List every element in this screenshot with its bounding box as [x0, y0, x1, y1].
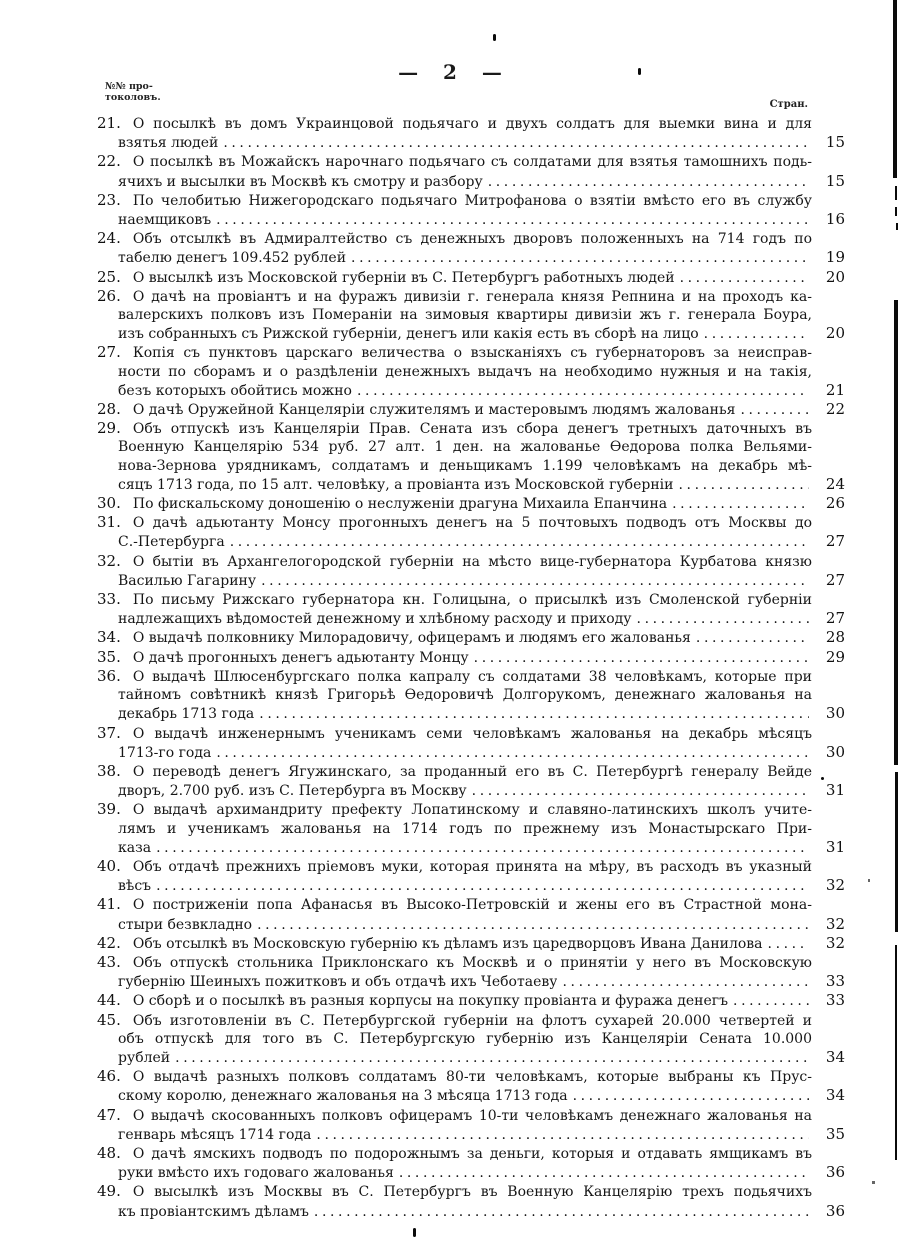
- entry-text: О сборѣ и о посылкѣ въ разныя корпусы на покупку провіанта и фуража денегъ: [132, 993, 729, 1010]
- entry-text: По челобитью Нижегородскаго подьячаго Митрофанова о взятіи вмѣсто его въ службу: [132, 192, 812, 209]
- entry-text: скому королю, денежнаго жалованья на 3 мѣсяца 1713 года: [118, 1088, 568, 1105]
- entry-text: Военную Канцелярію 534 руб. 27 алт. 1 ден. на жалованье Ѳедорова полка Вельями-: [118, 439, 812, 456]
- toc-line: [0, 876, 900, 895]
- entry-page-number: 33: [825, 991, 845, 1010]
- page-number-heading: — 2 —: [398, 60, 502, 84]
- dot-leader: [175, 1048, 809, 1067]
- entry-text: ности по сборамъ и о раздѣленіи денежныхъ выдачъ на необходимо нужныя и на такія,: [118, 363, 812, 380]
- entry-page-number: 24: [825, 474, 845, 493]
- toc-line: [0, 475, 900, 494]
- entry-text: О бытіи въ Архангелогородской губерніи на мѣсто вице-губернатора Курбатова князю: [132, 553, 812, 570]
- toc-line: [0, 381, 900, 400]
- entry-page-number: 32: [825, 914, 845, 933]
- toc-entry: [0, 1067, 900, 1105]
- scan-artifact-speck: [493, 34, 496, 41]
- entry-number: 46.: [97, 1067, 121, 1086]
- dot-leader: [216, 743, 809, 762]
- toc-line: [0, 590, 900, 609]
- protocol-number-column-header-line2: токоловъ.: [105, 91, 161, 103]
- entry-number: 35.: [97, 647, 121, 666]
- entry-number: 30.: [97, 494, 121, 513]
- entry-text: ячихъ и высылки въ Москвѣ къ смотру и разбору: [118, 173, 483, 190]
- entry-page-number: 35: [825, 1124, 845, 1143]
- toc-line: [0, 704, 900, 723]
- entry-text: О дачѣ Оружейной Канцеляріи служителямъ и мастеровымъ людямъ жалованья: [132, 402, 736, 419]
- toc-entry: [0, 152, 900, 190]
- toc-entry: [0, 1144, 900, 1182]
- entry-number: 26.: [97, 286, 121, 305]
- toc-entry: [0, 419, 900, 494]
- toc-line: [0, 800, 900, 819]
- entry-page-number: 20: [825, 267, 845, 286]
- toc-line: [0, 114, 900, 133]
- entry-text: губернію Шеиныхъ пожитковъ и объ отдачѣ ихъ Чеботаеву: [118, 974, 558, 991]
- toc-entry: [0, 895, 900, 933]
- entry-text: рублей: [118, 1049, 171, 1066]
- dot-leader: [696, 628, 809, 647]
- entry-page-number: 26: [825, 494, 845, 513]
- dot-leader: [680, 268, 809, 287]
- entry-number: 44.: [97, 991, 121, 1010]
- entry-number: 38.: [97, 761, 121, 780]
- entry-text: Объ отпускѣ стольника Приклонскаго къ Москвѣ и о принятіи у него въ Московскую: [132, 954, 812, 971]
- toc-line: [0, 1067, 900, 1086]
- entry-text: О постриженіи попа Афанасья въ Высоко-Петровскій и жены его въ Страстной мона-: [132, 897, 812, 914]
- entry-number: 48.: [97, 1143, 121, 1162]
- entry-number: 47.: [97, 1105, 121, 1124]
- entry-text: О дачѣ ямскихъ подводъ по подорожнымъ за деньги, которыя и отдавать ямщикамъ въ: [132, 1145, 812, 1162]
- dot-leader: [562, 972, 809, 991]
- toc-line: [0, 191, 900, 210]
- dot-leader: [223, 133, 809, 152]
- entry-text: сяцъ 1713 года, по 15 алт. человѣку, а провіанта изъ Московской губерніи: [118, 476, 674, 493]
- toc-line: [0, 532, 900, 551]
- entry-number: 42.: [97, 933, 121, 952]
- toc-line: [0, 400, 900, 419]
- scan-artifact-binding-line: [894, 300, 898, 765]
- entry-text: лямъ и ученикамъ жалованья на 1714 годъ по прежнему изъ Монастырскаго При-: [118, 820, 812, 837]
- toc-line: [0, 229, 900, 248]
- entry-text: С.-Петербурга: [118, 534, 225, 551]
- entry-text: О выдачѣ разныхъ полковъ солдатамъ 80-ти человѣкамъ, которые выбраны къ Прус-: [132, 1069, 812, 1086]
- entry-page-number: 20: [825, 324, 845, 343]
- dot-leader: [474, 648, 809, 667]
- entry-text: вѣсъ: [118, 878, 152, 895]
- entry-page-number: 34: [825, 1047, 845, 1066]
- entry-text: нова-Зернова урядникамъ, солдатамъ и деньщикамъ 1.199 человѣкамъ на декабрь мѣ-: [118, 457, 812, 474]
- entry-text: стыри безвкладно: [118, 916, 253, 933]
- entry-text: Объ отдачѣ прежнихъ пріемовъ муки, которая принята на мѣру, въ расходъ въ указный: [132, 858, 812, 875]
- toc-line: [0, 133, 900, 152]
- toc-line: [0, 686, 900, 704]
- entry-text: Объ отсылкѣ въ Московскую губернію къ дѣламъ изъ царедворцовъ Ивана Данилова: [132, 935, 763, 952]
- scan-artifact-speck: [868, 879, 870, 882]
- toc-line: [0, 1182, 900, 1201]
- toc-line: [0, 1202, 900, 1221]
- toc-entry: [0, 724, 900, 762]
- toc-line: [0, 820, 900, 838]
- toc-entry: [0, 991, 900, 1010]
- entry-page-number: 32: [825, 876, 845, 895]
- entry-number: 49.: [97, 1182, 121, 1201]
- toc-line: [0, 724, 900, 743]
- toc-line: [0, 1048, 900, 1067]
- dot-leader: [768, 934, 809, 953]
- scan-artifact-binding-dash: [895, 207, 897, 216]
- entry-page-number: 36: [825, 1201, 845, 1220]
- toc-entry: [0, 934, 900, 953]
- toc-entry: [0, 343, 900, 400]
- scan-artifact-binding-dash: [895, 186, 897, 200]
- entry-text: взятья людей: [118, 135, 219, 152]
- toc-entry: [0, 1011, 900, 1068]
- entry-page-number: 27: [825, 609, 845, 628]
- dot-leader: [488, 172, 809, 191]
- entry-page-number: 31: [825, 781, 845, 800]
- entry-text: О посылкѣ въ домъ Украинцовой подьячаго и двухъ солдатъ для выемки вина и для: [132, 116, 812, 132]
- entry-number: 43.: [97, 952, 121, 971]
- toc-line: [0, 838, 900, 857]
- entry-page-number: 28: [825, 628, 845, 647]
- entry-text: объ отпускѣ для того въ С. Петербургскую губернію изъ Канцеляріи Сената 10.000: [118, 1030, 812, 1047]
- toc-line: [0, 552, 900, 571]
- toc-line: [0, 1011, 900, 1030]
- entry-number: 24.: [97, 229, 121, 248]
- scan-artifact-binding-line: [895, 945, 897, 1160]
- toc-entry: [0, 800, 900, 857]
- dot-leader: [399, 1163, 809, 1182]
- toc-line: [0, 513, 900, 532]
- entry-page-number: 27: [825, 570, 845, 589]
- dot-leader: [733, 991, 809, 1010]
- entry-number: 36.: [97, 666, 121, 685]
- toc-line: [0, 972, 900, 991]
- entry-page-number: 15: [825, 171, 845, 190]
- toc-entry: [0, 1182, 900, 1220]
- entry-text: Василью Гагарину: [118, 572, 257, 589]
- entry-page-number: 36: [825, 1163, 845, 1182]
- toc-entry: [0, 268, 900, 287]
- entry-number: 31.: [97, 513, 121, 532]
- toc-line: [0, 743, 900, 762]
- entry-number: 37.: [97, 723, 121, 742]
- entry-text: Копія съ пунктовъ царскаго величества о взысканіяхъ съ губернаторовъ за неисправ-: [132, 345, 812, 362]
- dot-leader: [230, 532, 809, 551]
- toc-entry: [0, 590, 900, 628]
- toc-entry: [0, 667, 900, 724]
- entry-text: О дачѣ адьютанту Монсу прогонныхъ денегъ на 5 почтовыхъ подводъ отъ Москвы до: [132, 515, 812, 532]
- toc-line: [0, 457, 900, 475]
- entry-text: О выдачѣ скосованныхъ полковъ офицерамъ 10-ти человѣкамъ денежнаго жалованья на: [132, 1107, 812, 1124]
- entry-text: Объ отсылкѣ въ Адмиралтейство съ денежныхъ дворовъ положенныхъ на 714 годъ по: [132, 231, 812, 248]
- entry-text: изъ собранныхъ съ Рижской губерніи, денегъ или какія есть въ сборѣ на лицо: [118, 326, 699, 343]
- entry-text: валерскихъ полковъ изъ Помераніи на зимовыя квартиры дивизіи жъ г. генерала Боура,: [118, 307, 812, 324]
- toc-line: [0, 343, 900, 362]
- toc-entry: [0, 494, 900, 513]
- toc-line: [0, 571, 900, 590]
- toc-line: [0, 628, 900, 647]
- entry-text: О выдачѣ полковнику Милорадовичу, офицерамъ и людямъ его жалованья: [132, 630, 691, 647]
- entry-text: 1713-го года: [118, 744, 212, 761]
- toc-entry: [0, 648, 900, 667]
- entry-number: 32.: [97, 551, 121, 570]
- toc-line: [0, 1125, 900, 1144]
- toc-entry: [0, 287, 900, 344]
- entry-text: О дачѣ на провіантъ и на фуражъ дивизіи г. генерала князя Репнина и на проходъ ка-: [132, 288, 812, 305]
- toc-line: [0, 953, 900, 972]
- entry-text: О выдачѣ архимандриту префекту Лопатинскому и славяно-латинскихъ школъ учите-: [132, 802, 812, 819]
- entry-number: 45.: [97, 1010, 121, 1029]
- toc-entry: [0, 513, 900, 551]
- dot-leader: [351, 248, 809, 267]
- entry-page-number: 27: [825, 532, 845, 551]
- toc-line: [0, 287, 900, 306]
- scan-artifact-binding-line: [893, 0, 897, 178]
- dot-leader: [156, 838, 809, 857]
- toc-line: [0, 1030, 900, 1048]
- toc-line: [0, 152, 900, 171]
- dot-leader: [216, 210, 809, 229]
- toc-line: [0, 1144, 900, 1163]
- entry-page-number: 31: [825, 837, 845, 856]
- toc-entry: [0, 229, 900, 267]
- entry-page-number: 22: [825, 400, 845, 419]
- entry-page-number: 29: [825, 647, 845, 666]
- scan-artifact-binding-line: [895, 772, 898, 932]
- dot-leader: [314, 1202, 809, 1221]
- scan-artifact-binding-dash: [896, 223, 898, 230]
- toc-line: [0, 324, 900, 343]
- dot-leader: [704, 324, 809, 343]
- toc-line: [0, 648, 900, 667]
- entry-text: тайномъ совѣтникѣ князѣ Григорьѣ Ѳедоровичѣ Долгорукомъ, денежнаго жалованья на: [118, 687, 812, 704]
- entry-number: 41.: [97, 895, 121, 914]
- dot-leader: [678, 475, 809, 494]
- entry-text: Объ изготовленіи въ С. Петербургской губерніи на флотъ сухарей 20.000 четвертей и: [132, 1012, 812, 1029]
- dot-leader: [472, 781, 809, 800]
- entry-number: 28.: [97, 400, 121, 419]
- dot-leader: [357, 381, 809, 400]
- toc-entry: [0, 191, 900, 229]
- toc-line: [0, 494, 900, 513]
- dot-leader: [672, 494, 809, 513]
- entry-page-number: 30: [825, 742, 845, 761]
- entry-page-number: 33: [825, 972, 845, 991]
- protocol-number-column-header-line1: №№ про-: [105, 81, 153, 92]
- toc-entry: [0, 857, 900, 895]
- dot-leader: [261, 571, 809, 590]
- toc-line: [0, 934, 900, 953]
- toc-line: [0, 363, 900, 381]
- page-column-header: Стран.: [769, 99, 808, 110]
- toc-entry: [0, 552, 900, 590]
- toc-entry: [0, 628, 900, 647]
- entry-text: О выдачѣ инженернымъ ученикамъ семи человѣкамъ жалованья на декабрь мѣсяцъ: [132, 725, 812, 742]
- entry-text: О посылкѣ въ Можайскъ нарочнаго подьячаго съ солдатами для взятья тамошнихъ подь-: [132, 154, 812, 171]
- entry-text: къ провіантскимъ дѣламъ: [118, 1203, 309, 1220]
- entry-text: О переводѣ денегъ Ягужинскаго, за проданный его въ С. Петербургѣ генералу Вейде: [132, 763, 812, 780]
- toc-line: [0, 210, 900, 229]
- toc-line: [0, 1163, 900, 1182]
- protocol-number-column-header: [105, 82, 161, 103]
- toc-entry: [0, 953, 900, 991]
- toc-entry: [0, 400, 900, 419]
- entry-page-number: 30: [825, 704, 845, 723]
- toc-line: [0, 667, 900, 686]
- entry-text: безъ которыхъ обойтись можно: [118, 382, 352, 399]
- entry-text: декабрь 1713 года: [118, 706, 255, 723]
- toc-line: [0, 781, 900, 800]
- entry-number: 29.: [97, 419, 121, 438]
- dot-leader: [316, 1125, 809, 1144]
- toc-line: [0, 172, 900, 191]
- toc-line: [0, 438, 900, 456]
- dot-leader: [156, 876, 809, 895]
- scan-artifact-speck: [821, 777, 824, 780]
- dot-leader: [637, 609, 809, 628]
- entry-text: руки вмѣсто ихъ годоваго жалованья: [118, 1165, 394, 1182]
- toc-line: [0, 419, 900, 438]
- toc-line: [0, 991, 900, 1010]
- entry-text: дворъ, 2.700 руб. изъ С. Петербурга въ Москву: [118, 783, 467, 800]
- entry-number: 34.: [97, 628, 121, 647]
- entry-number: 25.: [97, 267, 121, 286]
- entry-number: 21.: [97, 114, 121, 132]
- entry-text: По письму Рижскаго губернатора кн. Голицына, о присылкѣ изъ Смоленской губерніи: [132, 592, 812, 609]
- entry-text: табелю денегъ 109.452 рублей: [118, 250, 347, 267]
- entry-page-number: 19: [825, 248, 845, 267]
- entry-page-number: 32: [825, 933, 845, 952]
- toc-entry: [0, 114, 900, 152]
- entry-text: Объ отпускѣ изъ Канцеляріи Прав. Сената изъ сбора денегъ третныхъ даточныхъ въ: [132, 421, 812, 438]
- entry-text: наемщиковъ: [118, 212, 212, 229]
- entry-page-number: 34: [825, 1086, 845, 1105]
- entry-number: 23.: [97, 190, 121, 209]
- toc-line: [0, 762, 900, 781]
- toc-line: [0, 306, 900, 324]
- toc-entry: [0, 1106, 900, 1144]
- toc-line: [0, 895, 900, 914]
- toc-line: [0, 248, 900, 267]
- toc-line: [0, 268, 900, 287]
- entry-page-number: 15: [825, 133, 845, 152]
- entry-number: 40.: [97, 856, 121, 875]
- scan-artifact-speck: [413, 1228, 416, 1237]
- toc-list: [0, 114, 900, 1221]
- scan-artifact-speck: [872, 1181, 875, 1184]
- dot-leader: [740, 400, 809, 419]
- entry-text: О выдачѣ Шлюсенбургскаго полка капралу съ солдатами 38 человѣкамъ, которые при: [132, 668, 812, 685]
- scan-artifact-speck: [638, 68, 641, 75]
- toc-line: [0, 609, 900, 628]
- entry-text: надлежащихъ вѣдомостей денежному и хлѣбному расходу и приходу: [118, 611, 632, 628]
- entry-number: 22.: [97, 152, 121, 171]
- dot-leader: [259, 704, 809, 723]
- toc-line: [0, 857, 900, 876]
- entry-page-number: 16: [825, 210, 845, 229]
- dot-leader: [573, 1086, 809, 1105]
- entry-text: О дачѣ прогонныхъ денегъ адьютанту Монцу: [132, 649, 469, 666]
- entry-text: О высылкѣ изъ Московской губерніи въ С. Петербургъ работныхъ людей: [132, 269, 675, 286]
- entry-text: По фискальскому доношенію о неслуженіи драгуна Михаила Епанчина: [132, 496, 668, 513]
- entry-number: 33.: [97, 590, 121, 609]
- entry-number: 39.: [97, 800, 121, 819]
- entry-page-number: 21: [825, 380, 845, 399]
- entry-text: каза: [118, 839, 152, 856]
- entry-text: генварь мѣсяцъ 1714 года: [118, 1126, 312, 1143]
- dot-leader: [257, 915, 809, 934]
- toc-line: [0, 915, 900, 934]
- toc-line: [0, 1086, 900, 1105]
- entry-number: 27.: [97, 343, 121, 362]
- entry-text: О высылкѣ изъ Москвы въ С. Петербургъ въ Военную Канцелярію трехъ подьячихъ: [132, 1184, 812, 1201]
- toc-entry: [0, 762, 900, 800]
- toc-line: [0, 1106, 900, 1125]
